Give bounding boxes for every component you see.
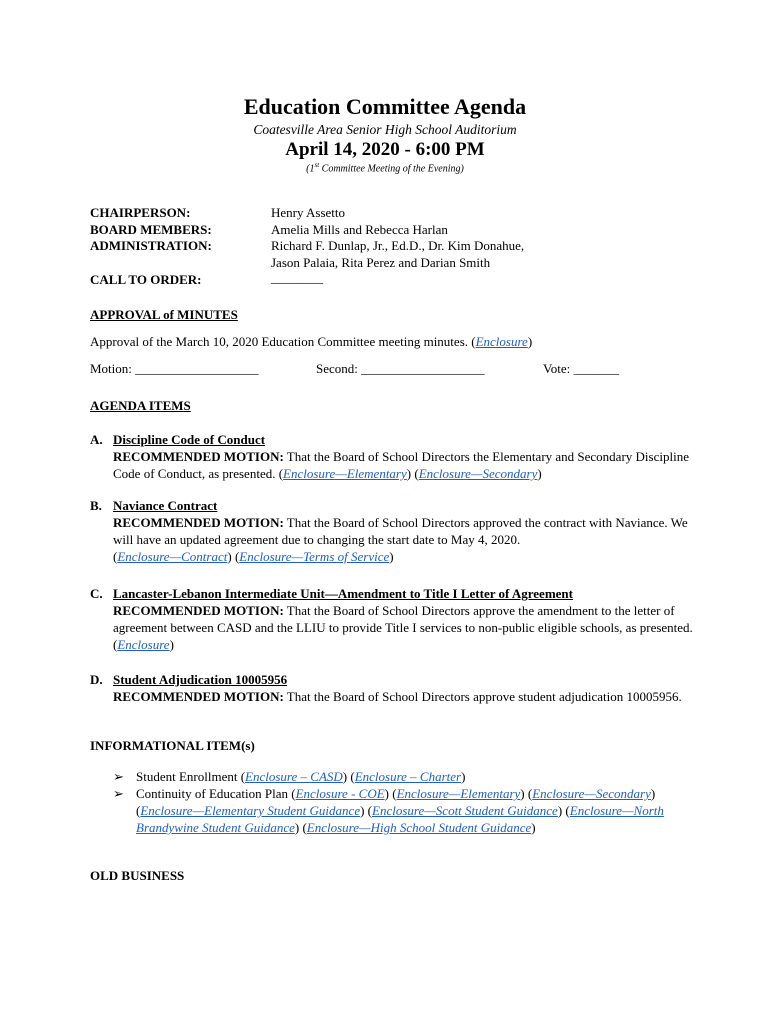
enclosure-north-brandywine-guidance-link[interactable]: Enclosure—North Brandywine Student Guidance bbox=[136, 803, 664, 835]
agenda-heading: AGENDA ITEMS bbox=[90, 398, 191, 413]
minutes-text: Approval of the March 10, 2020 Education Committee meeting minutes. (Enclosure) bbox=[90, 334, 533, 349]
item-letter: B. bbox=[90, 498, 102, 513]
item-letter: A. bbox=[90, 432, 103, 447]
arrow-bullet-icon: ➢ bbox=[113, 786, 124, 801]
second-field: Second: ___________________ bbox=[316, 361, 485, 376]
enclosure-coe-link[interactable]: Enclosure - COE bbox=[295, 786, 385, 801]
enclosure-high-school-guidance-link[interactable]: Enclosure—High School Student Guidance bbox=[306, 820, 532, 835]
enclosure-terms-link[interactable]: Enclosure—Terms of Service bbox=[239, 549, 390, 564]
board-members-label: BOARD MEMBERS: bbox=[90, 222, 212, 237]
meeting-date: April 14, 2020 - 6:00 PM bbox=[285, 139, 485, 160]
board-members-value: Amelia Mills and Rebecca Harlan bbox=[271, 222, 448, 237]
item-motion: RECOMMENDED MOTION: That the Board of School Directors the Elementary and Secondary Discipline Code of Conduct, as presented. (Enclosure—Elementary) (Enclosure—Secondary) bbox=[113, 449, 689, 481]
enclosure-casd-link[interactable]: Enclosure – CASD bbox=[245, 769, 343, 784]
item-motion: RECOMMENDED MOTION: That the Board of School Directors approve student adjudication 10005956. bbox=[113, 689, 682, 704]
enclosure-elementary-link[interactable]: Enclosure—Elementary bbox=[283, 466, 407, 481]
list-item: ➢ Student Enrollment (Enclosure – CASD) (Enclosure – Charter) bbox=[113, 769, 466, 784]
minutes-enclosure-link[interactable]: Enclosure bbox=[475, 334, 528, 349]
enclosure-contract-link[interactable]: Enclosure—Contract bbox=[117, 549, 228, 564]
item-motion: RECOMMENDED MOTION: That the Board of School Directors approve the amendment to the letter of agreement between CASD and the LLIU to provide Title I services to non-public eligible schools, as presented. (Enclosure) bbox=[113, 603, 693, 652]
enclosure-secondary-link[interactable]: Enclosure—Secondary bbox=[418, 466, 538, 481]
old-business-heading: OLD BUSINESS bbox=[90, 868, 185, 883]
minutes-heading: APPROVAL of MINUTES bbox=[90, 307, 238, 322]
document-title: Education Committee Agenda bbox=[243, 94, 527, 119]
item-letter: C. bbox=[90, 586, 103, 601]
enclosure-secondary-link[interactable]: Enclosure—Secondary bbox=[532, 786, 651, 801]
item-title: Naviance Contract bbox=[113, 498, 218, 513]
enclosure-elementary-link[interactable]: Enclosure—Elementary bbox=[396, 786, 521, 801]
chairperson-label: CHAIRPERSON: bbox=[90, 205, 191, 220]
enclosure-llu-link[interactable]: Enclosure bbox=[117, 637, 170, 652]
administration-value-2: Jason Palaia, Rita Perez and Darian Smith bbox=[271, 255, 491, 270]
list-item: ➢ Continuity of Education Plan (Enclosure - COE) (Enclosure—Elementary) (Enclosure—Secondary) (Enclosure—Elementary Student Guidance) (Enclosure—Scott Student Guidance) (Enclosure—North Brandywine Student Guidance) (Enclosure—High School Student Guidance) bbox=[113, 786, 664, 835]
enclosure-charter-link[interactable]: Enclosure – Charter bbox=[354, 769, 462, 784]
item-motion: RECOMMENDED MOTION: That the Board of School Directors approved the contract with Naviance. We will have an updated agreement due to changing the start date to May 4, 2020. (Enclosure—Contract) (Enclosure—Terms of Service) bbox=[113, 515, 688, 564]
meeting-note: (1st Committee Meeting of the Evening) bbox=[306, 161, 464, 175]
item-letter: D. bbox=[90, 672, 103, 687]
motion-field: Motion: ___________________ bbox=[90, 361, 259, 376]
administration-label: ADMINISTRATION: bbox=[90, 238, 212, 253]
informational-list bbox=[113, 768, 693, 836]
item-title: Student Adjudication 10005956 bbox=[113, 672, 288, 687]
call-to-order-value: ________ bbox=[271, 270, 323, 285]
item-title: Discipline Code of Conduct bbox=[113, 432, 266, 447]
arrow-bullet-icon: ➢ bbox=[113, 769, 124, 784]
chairperson-value: Henry Assetto bbox=[271, 205, 346, 220]
item-title: Lancaster-Lebanon Intermediate Unit—Amendment to Title I Letter of Agreement bbox=[113, 586, 573, 601]
vote-field: Vote: _______ bbox=[543, 361, 619, 376]
enclosure-scott-guidance-link[interactable]: Enclosure—Scott Student Guidance bbox=[372, 803, 558, 818]
administration-value-1: Richard F. Dunlap, Jr., Ed.D., Dr. Kim Donahue, bbox=[271, 238, 525, 253]
meeting-location: Coatesville Area Senior High School Auditorium bbox=[253, 122, 517, 137]
call-to-order-label: CALL TO ORDER: bbox=[90, 272, 202, 287]
informational-heading: INFORMATIONAL ITEM(s) bbox=[90, 738, 255, 753]
enclosure-elementary-guidance-link[interactable]: Enclosure—Elementary Student Guidance bbox=[140, 803, 361, 818]
